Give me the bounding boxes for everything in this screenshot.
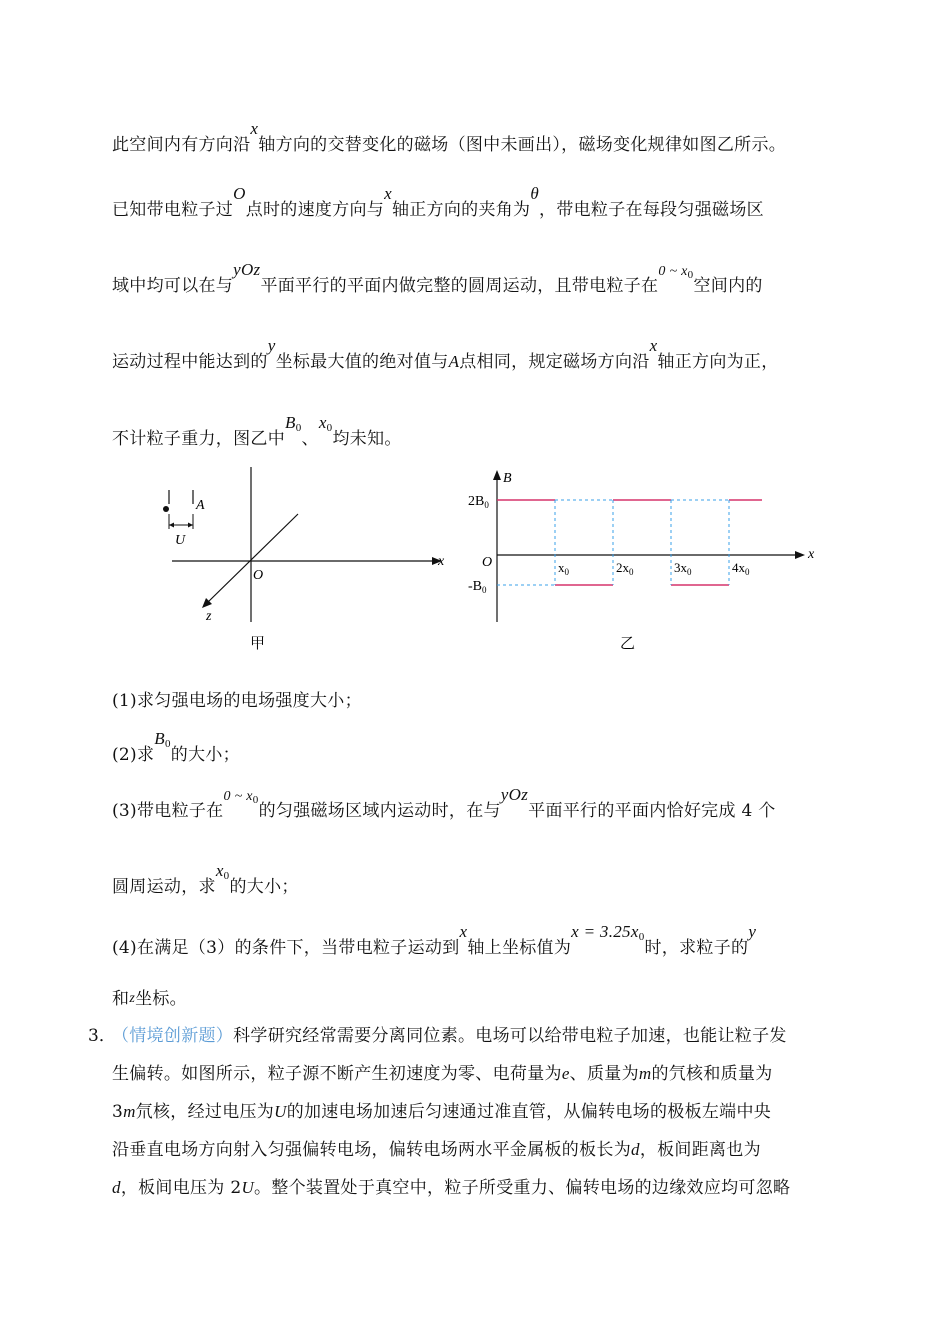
label-z: z [206,609,212,624]
label-minus-B0: $-B_0$ [468,579,487,595]
problem-3-line-4: 沿垂直电场方向射入匀强偏转电场，偏转电场两水平金属板的板长为d，板间距离也为 [112,1140,761,1160]
figure-jia [150,462,460,662]
label-O: O [253,568,264,583]
problem-3-line-2: 生偏转。如图所示，粒子源不断产生初速度为零、电荷量为e、质量为m的氕核和质量为 [112,1064,773,1084]
para-line-5: 不计粒子重力，图乙中B0、x0均未知。 [112,413,402,449]
label-x: x [438,554,445,569]
question-4-line-2: 和z坐标。 [112,989,187,1009]
figure-yi [460,462,830,662]
b-axis-arrow [493,470,501,480]
problem-3-tag: （情境创新题） [112,1026,234,1046]
problem-3-line-1: （情境创新题）科学研究经常需要分离同位素。电场可以给带电粒子加速，也能让粒子发 [112,1026,787,1046]
problem-3-line-5: d，板间电压为 2U。整个装置处于真空中，粒子所受重力、偏转电场的边缘效应均可忽略 [112,1178,791,1198]
caption-jia: 甲 [250,636,266,652]
tick-label: $3x_0$ [674,560,692,577]
question-4-line-1: (4)在满足（3）的条件下，当带电粒子运动到x轴上坐标值为x = 3.25x0时，求粒子的y [112,922,757,958]
label-U: U [175,533,186,548]
particle-source-dot [163,506,169,512]
para-line-1: 此空间内有方向沿x轴方向的交替变化的磁场（图中未画出），磁场变化规律如图乙所示。 [112,119,787,155]
para-line-4: 运动过程中能达到的y坐标最大值的绝对值与A点相同，规定磁场方向沿x轴正方向为正， [112,336,779,372]
tick-label: $4x_0$ [732,560,750,577]
question-1: (1)求匀强电场的电场强度大小； [112,691,362,711]
label-origin: O [482,555,493,570]
label-A: A [196,498,205,513]
question-2: (2)求B0的大小； [112,729,240,765]
problem-3-number: 3． [88,1026,116,1046]
label-B: B [503,471,512,486]
problem-3-line-3: 3m氘核，经过电压为U的加速电场加速后匀速通过准直管，从偏转电场的极板左端中央 [112,1102,772,1122]
tick-label: $x_0$ [558,560,569,577]
z-axis [206,514,298,604]
tick-labels [558,560,750,577]
question-3-line-2: 圆周运动，求x0的大小； [112,861,299,897]
para-line-3: 域中均可以在与yOz平面平行的平面内做完整的圆周运动，且带电粒子在$^{0 \sim x_0}$空间内的 [112,260,763,296]
question-3-line-1: (3)带电粒子在$^{0 \sim x_0}$的匀强磁场区域内运动时，在与yOz平面平行的平面内恰好完成 4 个 [112,785,776,821]
caption-yi: 乙 [620,636,636,652]
label-x: x [808,547,815,562]
x-axis-arrow [795,551,805,559]
label-2B0: $2B_0$ [468,494,489,510]
tick-label: $2x_0$ [616,560,634,577]
para-line-2: 已知带电粒子过O点时的速度方向与x轴正方向的夹角为θ，带电粒子在每段匀强磁场区 [112,184,764,220]
